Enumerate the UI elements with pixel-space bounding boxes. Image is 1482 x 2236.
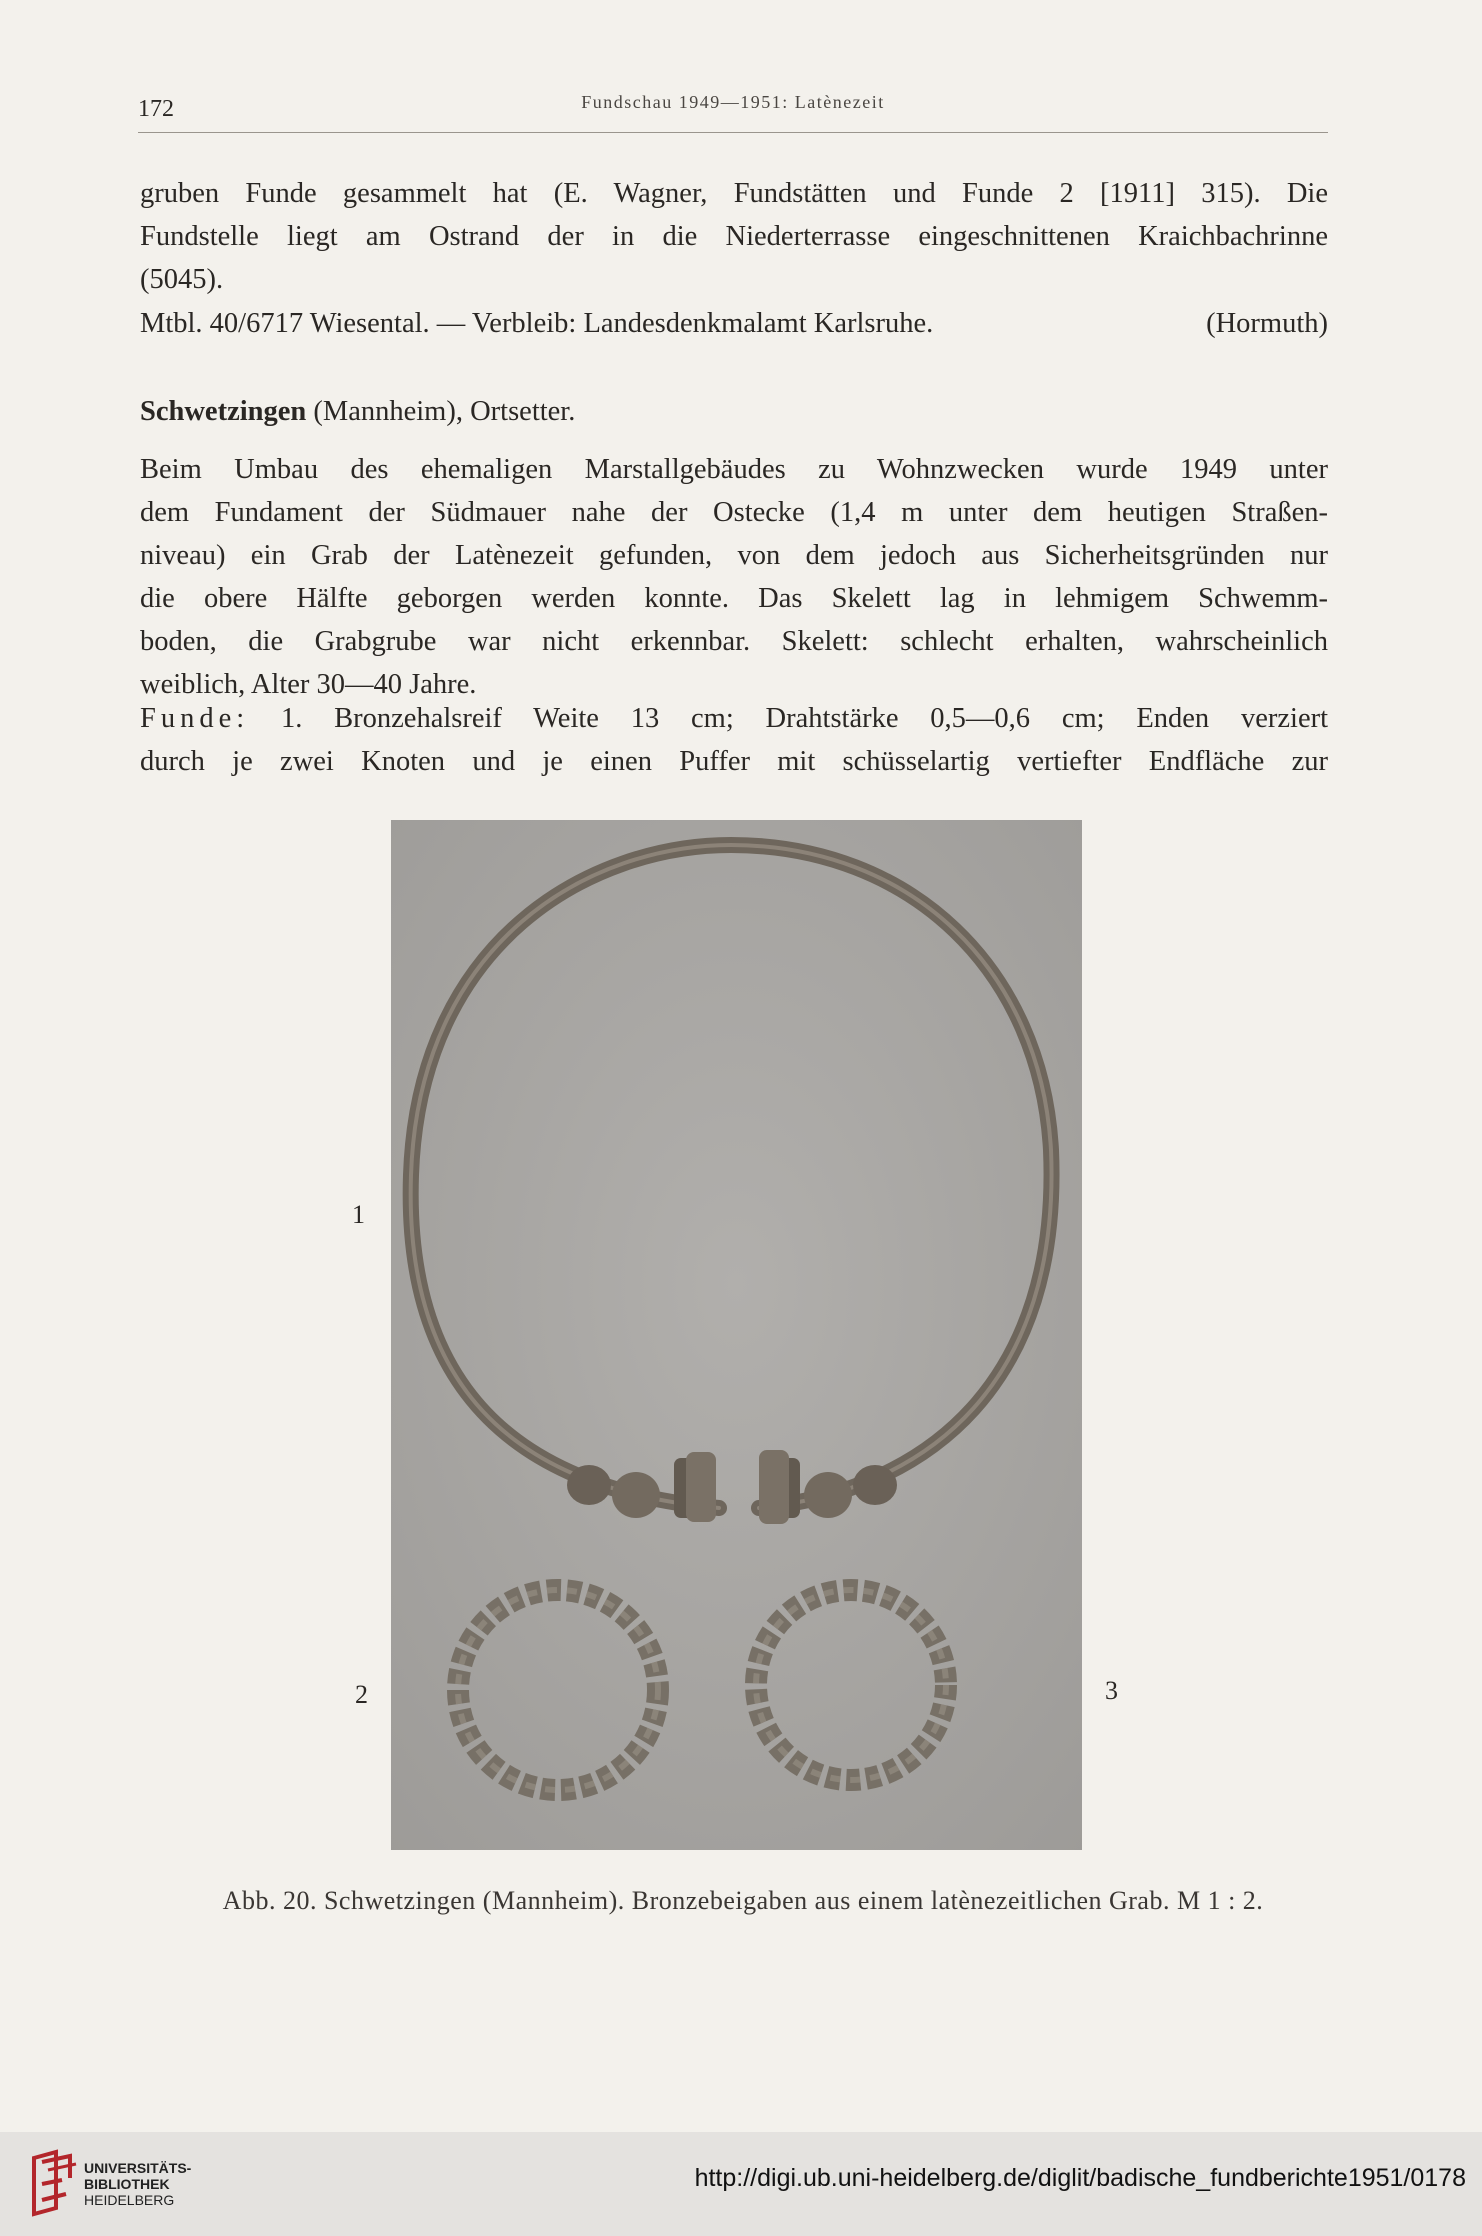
- site-location: (Mannheim), Ortsetter.: [306, 396, 576, 427]
- finds-line: [140, 697, 1328, 740]
- library-name-line: HEIDELBERG: [84, 2192, 175, 2208]
- site-name: Schwetzingen: [140, 396, 307, 427]
- paragraph-line: dem Fundament der Südmauer nahe der Ostecke (1,4 m unter dem heutigen Straßen-: [140, 497, 1328, 528]
- author-credit: (Hormuth): [1206, 308, 1328, 339]
- map-sheet-reference: Mtbl. 40/6717 Wiesental. — Verbleib: Landesdenkmalamt Karlsruhe.: [140, 308, 934, 339]
- library-footer: [0, 2132, 1482, 2236]
- page-header: [138, 92, 1328, 133]
- university-library-logo: [26, 2148, 84, 2220]
- storage-line: [140, 302, 1328, 345]
- figure-label-1: 1: [352, 1200, 365, 1229]
- library-name: [84, 2160, 191, 2208]
- paragraph-line: (5045).: [140, 264, 224, 295]
- paragraph-line: Beim Umbau des ehemaligen Marstallgebäudes zu Wohnzwecken wurde 1949 unter: [140, 454, 1328, 485]
- paragraph-line: weiblich, Alter 30—40 Jahre.: [140, 669, 477, 700]
- paragraph-line: niveau) ein Grab der Latènezeit gefunden, von dem jedoch aus Sicherheitsgründen nur: [140, 540, 1328, 571]
- running-title: Fundschau 1949—1951: Latènezeit: [581, 92, 885, 112]
- paragraph-line: Fundstelle liegt am Ostrand der in die Niederterrasse eingeschnittenen Kraichbachrinne: [140, 221, 1328, 252]
- site-heading: [140, 390, 1328, 433]
- finds-label: Funde:: [140, 703, 250, 734]
- figure-label-3: 3: [1105, 1676, 1118, 1705]
- paragraph-line: durch je zwei Knoten und je einen Puffer mit schüsselartig vertiefter Endfläche zur: [140, 746, 1328, 777]
- photo-plate: [391, 820, 1082, 1850]
- paragraph-line: die obere Hälfte geborgen werden konnte. Das Skelett lag in lehmigem Schwemm-: [140, 583, 1328, 614]
- figure-label-2: 2: [355, 1680, 368, 1709]
- bronze-finds-photo: [391, 820, 1082, 1850]
- library-name-line: UNIVERSITÄTS-: [84, 2160, 192, 2176]
- paragraph-line: boden, die Grabgrube war nicht erkennbar. Skelett: schlecht erhalten, wahrscheinlich: [140, 626, 1328, 657]
- permalink-url[interactable]: http://digi.ub.uni-heidelberg.de/diglit/badische_fundberichte1951/0178: [694, 2164, 1466, 2192]
- page-number: 172: [138, 96, 174, 122]
- figure-caption: Abb. 20. Schwetzingen (Mannheim). Bronzebeigaben aus einem latènezeitlichen Grab. M 1 : 2.: [222, 1886, 1264, 1915]
- finds-text: 1. Bronzehalsreif Weite 13 cm; Drahtstärke 0,5—0,6 cm; Enden verziert: [249, 703, 1328, 734]
- library-name-line: BIBLIOTHEK: [84, 2176, 170, 2192]
- paragraph-line: gruben Funde gesammelt hat (E. Wagner, Fundstätten und Funde 2 [1911] 315). Die: [140, 178, 1328, 209]
